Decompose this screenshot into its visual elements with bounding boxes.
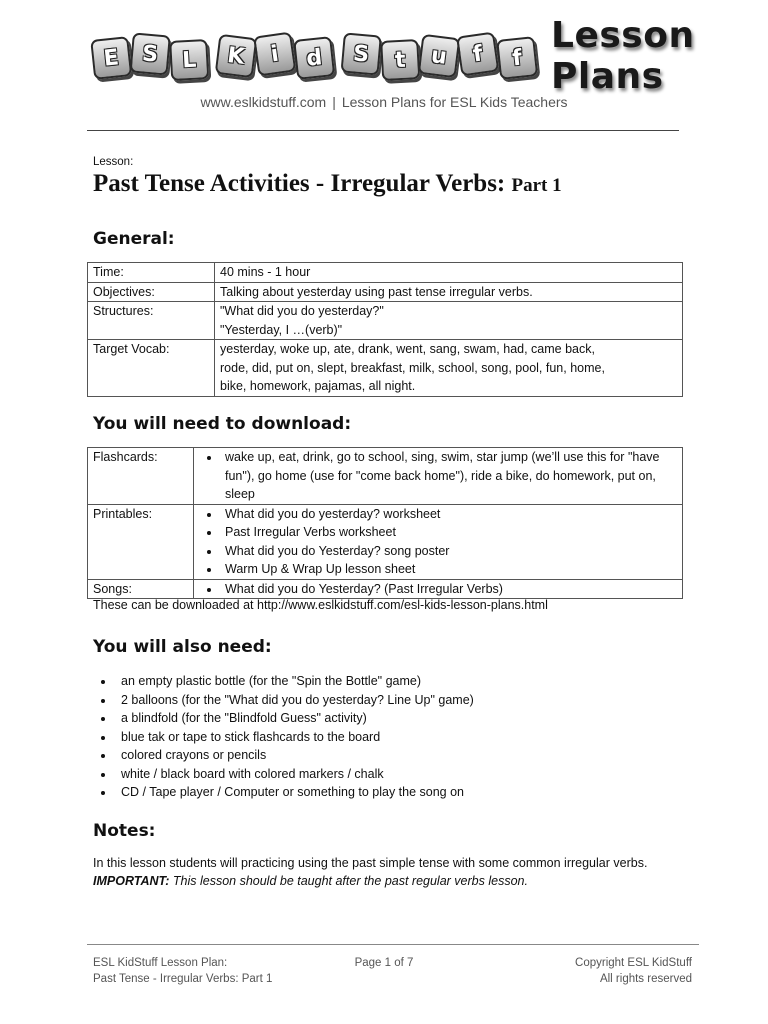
footer-right [575, 955, 692, 987]
list-item: • What did you do Yesterday? (Past Irregular Verbs) [221, 580, 677, 599]
logo-letter: i [253, 32, 296, 77]
row-value [215, 263, 683, 283]
site-tagline: Lesson Plans for ESL Kids Teachers [341, 94, 568, 110]
footer-right-line2: All rights reserved [599, 973, 692, 985]
lesson-title [93, 170, 562, 198]
notes-paragraph: In this lesson students will practicing using the past simple tense with some common irregular verbs. [93, 856, 648, 870]
logo-letter: K [215, 34, 258, 78]
list-item: • an empty plastic bottle (for the "Spin the Bottle" game) [115, 672, 474, 691]
logo-letter: f [456, 32, 499, 77]
list-item: • blue tak or tape to stick flashcards to the board [115, 728, 474, 747]
notes-body [93, 855, 653, 890]
lesson-title-text: Past Tense Activities - Irregular Verbs: [93, 170, 506, 197]
row-value [194, 448, 683, 505]
table-row [88, 282, 683, 302]
lesson-label: Lesson: [93, 156, 134, 168]
list-item: • colored crayons or pencils [115, 746, 474, 765]
table-row [88, 340, 683, 397]
notes-important [93, 873, 653, 891]
row-value [194, 504, 683, 579]
site-url[interactable]: www.eslkidstuff.com [200, 94, 327, 110]
logo-blocks [92, 36, 537, 76]
download-heading: You will need to download: [93, 414, 352, 434]
row-key: Songs: [88, 579, 194, 599]
footer-left-line1: ESL KidStuff Lesson Plan: [93, 957, 228, 969]
site-separator: | [332, 94, 336, 110]
notes-heading: Notes: [93, 821, 156, 841]
also-need-heading: You will also need: [93, 637, 272, 657]
table-row [88, 448, 683, 505]
row-line: yesterday, woke up, ate, drank, went, sang, swam, had, came back, [220, 342, 595, 356]
header-divider [87, 130, 679, 131]
lesson-plans-title: Lesson Plans [551, 15, 695, 97]
list-item: • wake up, eat, drink, go to school, sing, swim, star jump (we’ll use this for "have fun"), go home (use for "come back home"), ride a bike, do homework, put on, sleep [221, 448, 677, 504]
important-text: This lesson should be taught after the past regular verbs lesson. [172, 873, 528, 888]
table-row [88, 579, 683, 599]
logo-letter: d [293, 36, 335, 80]
logo-letter: t [380, 39, 420, 81]
row-value [215, 340, 683, 397]
footer-divider [87, 944, 699, 945]
table-row [88, 504, 683, 579]
row-line: rode, did, put on, slept, breakfast, milk, school, song, pool, fun, home, [220, 360, 605, 375]
general-table [87, 262, 683, 397]
row-line: "Yesterday, I …(verb)" [220, 322, 343, 337]
row-line: 40 mins - 1 hour [220, 265, 311, 279]
esl-kidstuff-logo [92, 15, 768, 97]
logo-letter: L [169, 39, 209, 81]
row-line: "What did you do yesterday?" [220, 304, 384, 318]
row-value [215, 302, 683, 340]
list-item: • CD / Tape player / Computer or something to play the song on [115, 783, 474, 802]
list-item: • What did you do Yesterday? song poster [221, 542, 677, 561]
list-item: • 2 balloons (for the "What did you do yesterday? Line Up" game) [115, 691, 474, 710]
logo-letter: S [341, 32, 382, 75]
row-value [194, 579, 683, 599]
site-line [0, 94, 768, 110]
row-key: Target Vocab: [88, 340, 215, 397]
row-value [215, 282, 683, 302]
list-item: • white / black board with colored markers / chalk [115, 765, 474, 784]
logo-letter: u [418, 34, 461, 78]
row-line: bike, homework, pajamas, all night. [220, 379, 416, 393]
row-key: Objectives: [88, 282, 215, 302]
row-key: Structures: [88, 302, 215, 340]
download-table [87, 447, 683, 599]
row-key: Printables: [88, 504, 194, 579]
footer-right-line1: Copyright ESL KidStuff [575, 957, 692, 969]
important-label: IMPORTANT: [93, 873, 170, 888]
also-need-list [93, 672, 474, 802]
logo-letter: S [130, 32, 171, 75]
list-item: • What did you do yesterday? worksheet [221, 505, 677, 524]
list-item: • Warm Up & Wrap Up lesson sheet [221, 560, 677, 579]
footer-page-number: Page 1 of 7 [354, 957, 414, 969]
download-note[interactable]: These can be downloaded at http://www.eslkidstuff.com/esl-kids-lesson-plans.html [93, 598, 548, 612]
list-item: • Past Irregular Verbs worksheet [221, 523, 677, 542]
row-key: Time: [88, 263, 215, 283]
logo-letter: f [496, 36, 538, 80]
logo-letter: E [90, 36, 132, 80]
list-item: • a blindfold (for the "Blindfold Guess" activity) [115, 709, 474, 728]
footer-left-line2: Past Tense - Irregular Verbs: Part 1 [93, 973, 273, 985]
table-row [88, 302, 683, 340]
row-key: Flashcards: [88, 448, 194, 505]
lesson-part: Part 1 [511, 175, 562, 196]
row-line: Talking about yesterday using past tense irregular verbs. [220, 284, 533, 299]
table-row [88, 263, 683, 283]
general-heading: General: [93, 229, 175, 249]
